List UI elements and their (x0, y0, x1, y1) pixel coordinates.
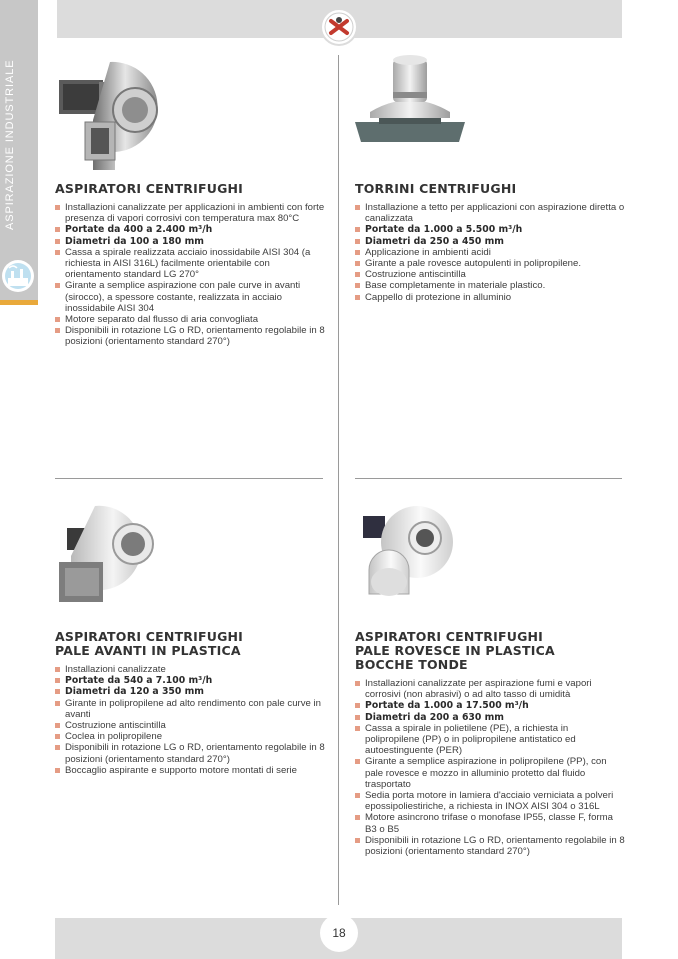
feature-item: Boccaglio aspirante e supporto motore montati di serie (55, 765, 325, 776)
feature-item-flow-rate: Portate da 540 a 7.100 m³/h (55, 675, 325, 686)
feature-item: Costruzione antiscintilla (55, 720, 325, 731)
industrial-exhaust-icon (0, 252, 38, 300)
feature-list (55, 664, 325, 776)
feature-item: Installazioni canalizzate (55, 664, 325, 675)
brand-logo-icon (322, 10, 356, 44)
plastic-forward-blade-fan-image (55, 498, 165, 608)
feature-item: Disponibili in rotazione LG o RD, orientamento regolabile in 8 posizioni (orientamento standard 270°) (55, 325, 325, 347)
feature-item-flow-rate: Portate da 400 a 2.400 m³/h (55, 224, 325, 235)
product-title-line: ASPIRATORI CENTRIFUGHI (55, 629, 244, 644)
product-roof-fan (355, 52, 625, 303)
product-title-line: BOCCHE TONDE (355, 657, 468, 672)
feature-item: Installazione a tetto per applicazioni con aspirazione diretta o canalizzata (355, 202, 625, 224)
feature-item-diameter: Diametri da 250 a 450 mm (355, 236, 625, 247)
page-number: 18 (320, 914, 358, 952)
column-divider (338, 55, 339, 905)
product-stainless-centrifugal-fan (55, 52, 325, 348)
feature-item-diameter: Diametri da 120 a 350 mm (55, 686, 325, 697)
product-title-line: ASPIRATORI CENTRIFUGHI (355, 629, 544, 644)
feature-item-diameter: Diametri da 100 a 180 mm (55, 236, 325, 247)
brand-logo (320, 8, 358, 46)
feature-item: Coclea in polipropilene (55, 731, 325, 742)
product-plastic-backward-blade-fan (355, 498, 625, 857)
product-title-line: TORRINI CENTRIFUGHI (355, 181, 517, 196)
stainless-centrifugal-fan-image (55, 52, 165, 170)
feature-item: Cassa a spirale in polietilene (PE), a richiesta in polipropilene (PP) o in polipropilene antistatico ed autoestinguente (PER) (355, 723, 625, 757)
feature-item-flow-rate: Portate da 1.000 a 17.500 m³/h (355, 700, 625, 711)
plastic-backward-blade-fan-image (355, 498, 465, 608)
product-title-line: ASPIRATORI CENTRIFUGHI (55, 181, 244, 196)
feature-item: Disponibili in rotazione LG o RD, orientamento regolabile in 8 posizioni (orientamento standard 270°) (355, 835, 625, 857)
feature-list (55, 202, 325, 348)
feature-item: Girante in polipropilene ad alto rendimento con pale curve in avanti (55, 698, 325, 720)
feature-item: Motore asincrono trifase o monofase IP55, classe F, forma B3 o B5 (355, 812, 625, 834)
product-title-line: PALE ROVESCE IN PLASTICA (355, 643, 555, 658)
row-divider-right (355, 478, 622, 479)
product-title-line: PALE AVANTI IN PLASTICA (55, 643, 241, 658)
feature-item: Sedia porta motore in lamiera d'acciaio verniciata a polveri epossipoliestiriche, a richiesta in INOX AISI 304 o 316L (355, 790, 625, 812)
feature-item: Disponibili in rotazione LG o RD, orientamento regolabile in 8 posizioni (orientamento standard 270°) (55, 742, 325, 764)
feature-item: Girante a semplice aspirazione con pale curve in avanti (sirocco), a spessore costante, realizzata in acciaio inossidabile AISI 304 (55, 280, 325, 314)
feature-item: Cappello di protezione in alluminio (355, 292, 625, 303)
feature-item: Costruzione antiscintilla (355, 269, 625, 280)
feature-item: Installazioni canalizzate per aspirazione fumi e vapori corrosivi (non abrasivi) o ad alto tasso di umidità (355, 678, 625, 700)
feature-item-diameter: Diametri da 200 a 630 mm (355, 712, 625, 723)
feature-item: Girante a pale rovesce autopulenti in polipropilene. (355, 258, 625, 269)
feature-item: Base completamente in materiale plastico. (355, 280, 625, 291)
feature-item: Motore separato dal flusso di aria convogliata (55, 314, 325, 325)
row-divider-left (55, 478, 323, 479)
section-label: ASPIRAZIONE INDUSTRIALE (4, 59, 16, 230)
feature-item: Cassa a spirale realizzata acciaio inossidabile AISI 304 (a richiesta in AISI 316L) facilmente orientabile con orientamento standard LG 270° (55, 247, 325, 281)
section-side-tab (0, 0, 38, 300)
section-accent-bar (0, 300, 38, 305)
feature-list (355, 678, 625, 857)
feature-item: Installazioni canalizzate per applicazioni in ambienti con forte presenza di vapori corrosivi con temperatura max 80°C (55, 202, 325, 224)
product-plastic-forward-blade-fan (55, 498, 325, 776)
feature-item: Applicazione in ambienti acidi (355, 247, 625, 258)
feature-item: Girante a semplice aspirazione in polipropilene (PP), con pale rovesce e mozzo in alluminio protetto dal fluido trasportato (355, 756, 625, 790)
roof-fan-image (355, 52, 465, 170)
feature-list (355, 202, 625, 303)
feature-item-flow-rate: Portate da 1.000 a 5.500 m³/h (355, 224, 625, 235)
